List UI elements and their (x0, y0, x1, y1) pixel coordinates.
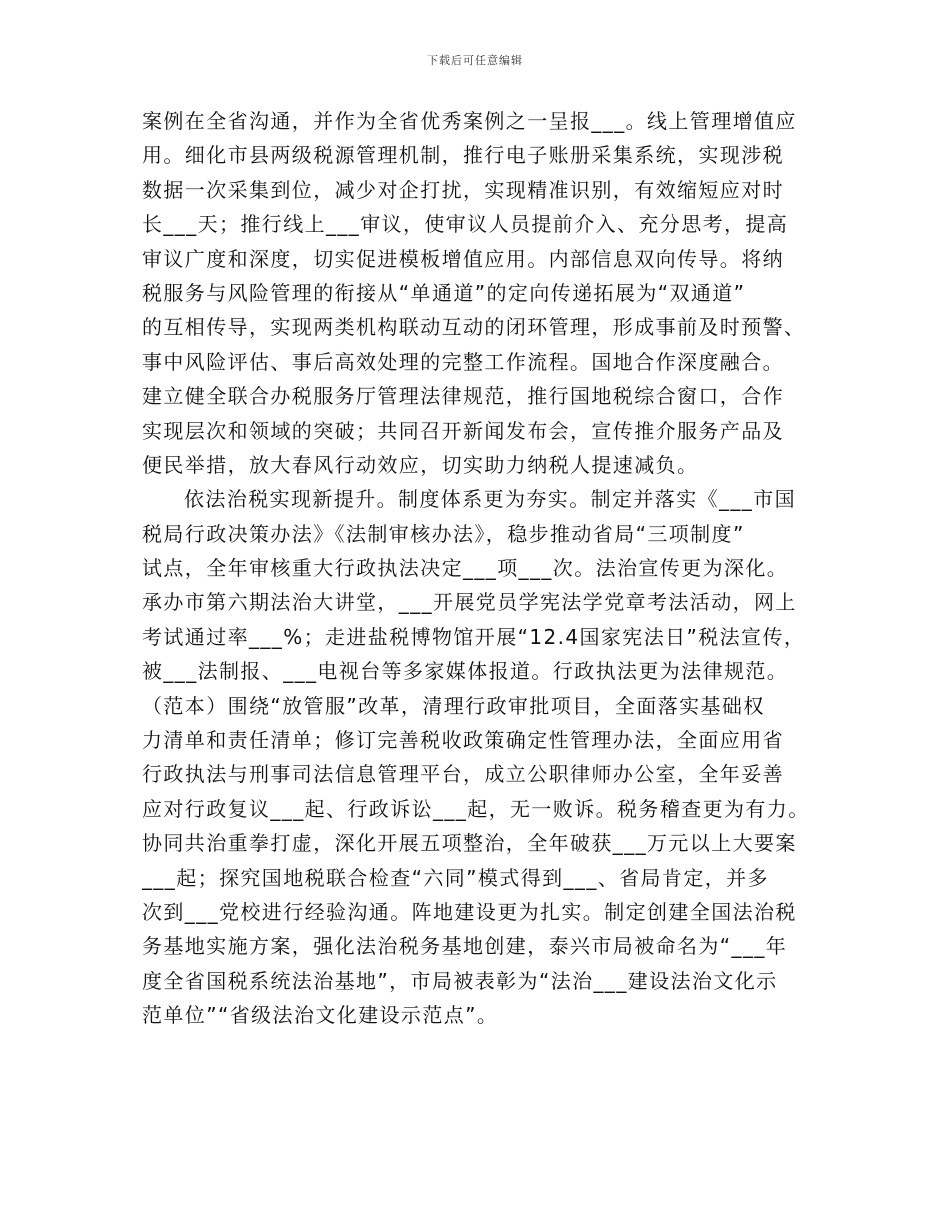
text-line: 应对行政复议___起、行政诉讼___起，无一败诉。税务稽查更为有力。 (142, 796, 810, 821)
text-line: 税局行政决策办法》《法制审核办法》，稳步推动省局“三项制度” (142, 521, 745, 546)
text-line: 度全省国税系统法治基地”，市局被表彰为“法治___建设法治文化示 (142, 968, 778, 993)
text-line: 长___天；推行线上___审议，使审议人员提前介入、充分思考，提高 (142, 212, 789, 237)
text-line: 考试通过率___%；走进盐税博物馆开展“12.4国家宪法日”税法宣传， (142, 624, 806, 649)
text-line: 实现层次和领域的突破；共同召开新闻发布会，宣传推介服务产品及 (142, 418, 784, 443)
document-body (142, 104, 810, 1033)
text-line: 依法治税实现新提升。制度体系更为夯实。制定并落实《___市国 (184, 487, 796, 512)
text-line: 承办市第六期法治大讲堂，___开展党员学宪法学党章考法活动，网上 (142, 590, 797, 615)
text-line: ___起；探究国地税联合检查“六同”模式得到___、省局肯定，并多 (142, 865, 769, 890)
text-line: 税服务与风险管理的衔接从“单通道”的定向传递拓展为“双通道” (142, 280, 746, 305)
text-line: 便民举措，放大春风行动效应，切实助力纳税人提速减负。 (142, 452, 699, 477)
text-line: 用。细化市县两级税源管理机制，推行电子账册采集系统，实现涉税 (142, 143, 784, 168)
text-line: 试点，全年审核重大行政执法决定___项___次。法治宣传更为深化。 (142, 556, 789, 581)
text-line: 被___法制报、___电视台等多家媒体报道。行政执法更为法律规范。 (142, 659, 789, 684)
text-line: 审议广度和深度，切实促进模板增值应用。内部信息双向传导。将纳 (142, 246, 784, 271)
text-line: 次到___党校进行经验沟通。阵地建设更为扎实。制定创建全国法治税 (142, 899, 797, 924)
text-line: 数据一次采集到位，减少对企打扰，实现精准识别，有效缩短应对时 (142, 177, 784, 202)
text-line: （范本）围绕“放管服”改革，清理行政审批项目，全面落实基础权 (142, 693, 765, 718)
text-line: 事中风险评估、事后高效处理的完整工作流程。国地合作深度融合。 (142, 349, 784, 374)
paragraph-service (142, 104, 810, 482)
text-line: 的互相传导，实现两类机构联动互动的闭环管理，形成事前及时预警、 (142, 315, 806, 340)
text-line: 案例在全省沟通，并作为全省优秀案例之一呈报___。线上管理增值应 (142, 109, 797, 133)
text-line: 建立健全联合办税服务厅管理法律规范，推行国地税综合窗口，合作 (142, 384, 784, 409)
text-line: 务基地实施方案，强化法治税务基地创建，泰兴市局被命名为“___年 (142, 934, 788, 959)
paragraph-rule-of-law (142, 482, 810, 1032)
text-line: 协同共治重拳打虚，深化开展五项整治，全年破获___万元以上大要案 (142, 831, 797, 856)
text-line: 范单位”“省级法治文化建设示范点”。 (142, 1003, 499, 1028)
text-line: 行政执法与刑事司法信息管理平台，成立公职律师办公室，全年妥善 (142, 762, 784, 787)
page-header: 下载后可任意编辑 (427, 54, 523, 67)
text-line: 力清单和责任清单；修订完善税收政策确定性管理办法，全面应用省 (142, 728, 784, 753)
